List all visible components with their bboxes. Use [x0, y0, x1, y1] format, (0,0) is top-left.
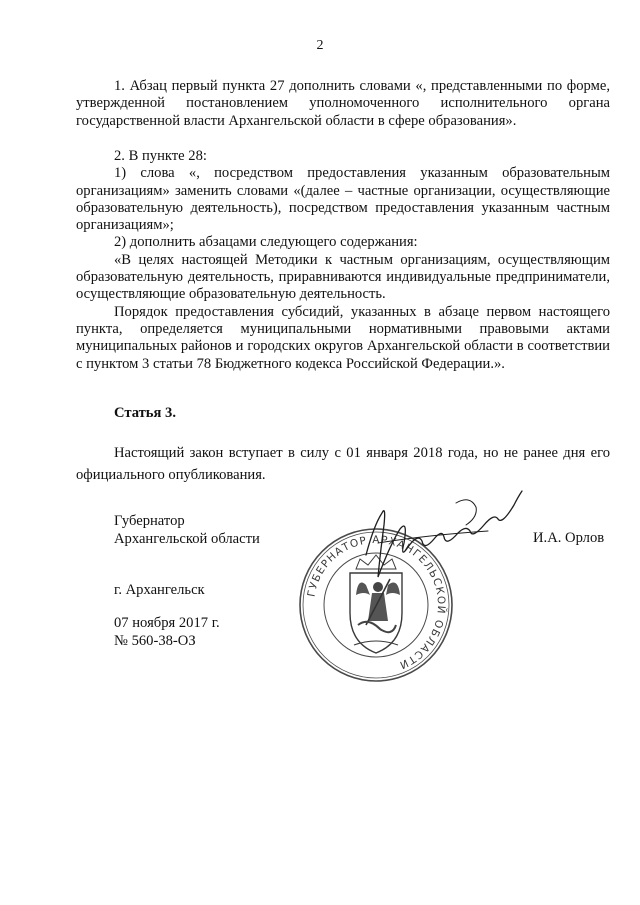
article-body [76, 442, 610, 486]
signature [338, 485, 538, 595]
paragraph: Порядок предоставления субсидий, указанных в абзаце первом настоящего пункта, определяется муниципальными нормативными правовыми актами муниципальных районов и городских округов Архангельской области в соответствии с пунктом 3 статьи 78 Бюджетного кодекса Российской Федерации.». [76, 303, 610, 372]
signatory-name: И.А. Орлов [533, 530, 605, 546]
signatory-title-line2: Архангельской области [114, 531, 260, 547]
signatory-title-line1: Губернатор [114, 513, 185, 529]
paragraph: 1) слова «, посредством предоставления указанным образовательным организациям» заменить словами «(далее – частные организации, осуществляющие образовательную деятельность), посредством предоставления указанным частным организациям»; [76, 165, 610, 234]
place: г. Архангельск [114, 582, 205, 598]
paragraph: «В целях настоящей Методики к частным организациям, осуществляющим образовательную деятельность, приравниваются индивидуальные предприниматели, осуществляющие образовательную деятельность. [76, 251, 610, 303]
document-date: 07 ноября 2017 г. [114, 615, 220, 631]
document-number: № 560-38-ОЗ [114, 633, 196, 649]
article-heading: Статья 3. [114, 405, 176, 421]
paragraph: 2) дополнить абзацами следующего содержания: [114, 234, 418, 251]
paragraph: 1. Абзац первый пункта 27 дополнить словами «, представленными по форме, утвержденной постановлением уполномоченного исполнительного органа государственной власти Архангельской области в сфере образования». [76, 78, 610, 129]
page-number: 2 [316, 38, 324, 53]
date-and-number [114, 614, 220, 650]
signatory-title [114, 512, 260, 548]
section-1 [76, 78, 610, 130]
svg-text:ГУБЕРНАТОР АРХАНГЕЛЬСКОЙ ОБЛАС: ГУБЕРНАТОР АРХАНГЕЛЬСКОЙ ОБЛАСТИ [305, 533, 448, 672]
paragraph: Настоящий закон вступает в силу с 01 января 2018 года, но не ранее дня его официального опубликования. [76, 445, 610, 483]
section-2 [76, 148, 610, 373]
paragraph: 2. В пункте 28: [114, 148, 207, 164]
